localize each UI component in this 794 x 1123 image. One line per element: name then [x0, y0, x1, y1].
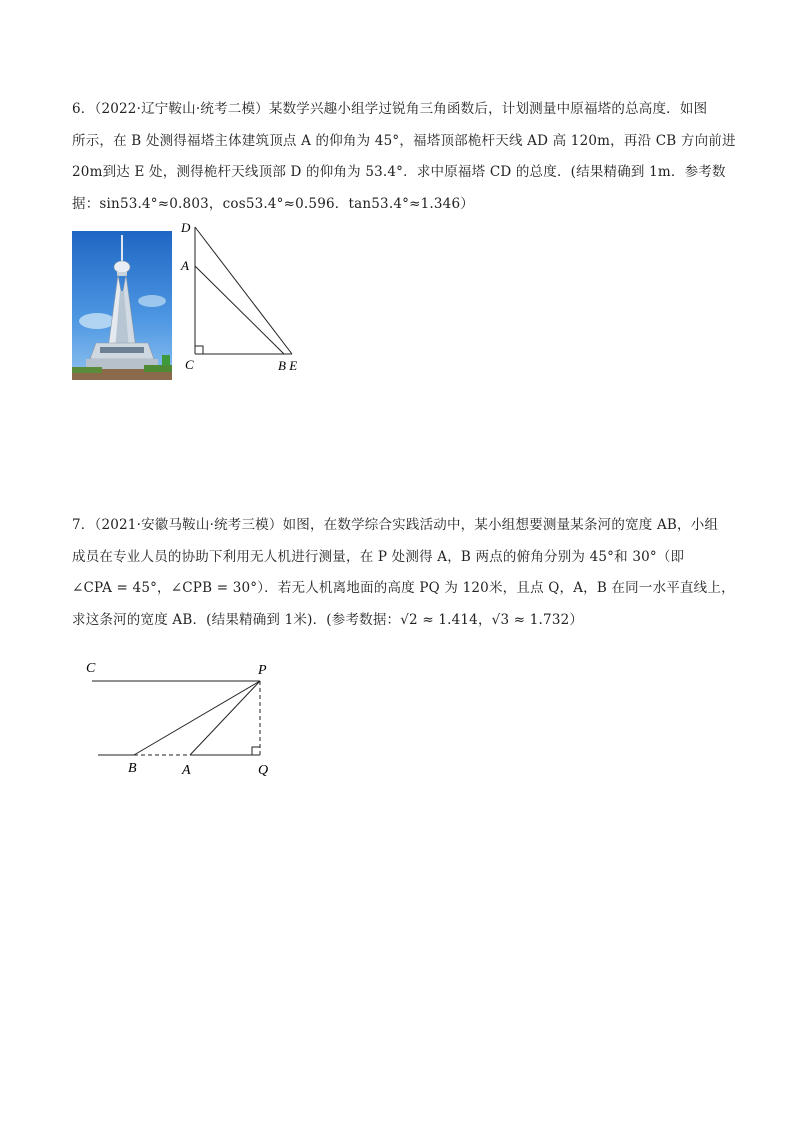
problem-6-diagram	[176, 218, 306, 378]
segment-pb	[134, 681, 260, 755]
right-angle-mark	[195, 346, 203, 354]
problem-6-line-2: 所示，在 B 处测得福塔主体建筑顶点 A 的仰角为 45°，福塔顶部桅杆天线 AD 高 120m，再沿 CB 方向前进	[72, 132, 736, 149]
label-d: D	[181, 220, 191, 235]
segment-ab	[195, 266, 284, 354]
label-c: C	[185, 357, 194, 372]
problem-7-line-2: 成员在专业人员的协助下利用无人机进行测量，在 P 处测得 A，B 两点的俯角分别为 45°和 30°（即	[72, 548, 685, 565]
problem-6-line-4: 据：sin53.4°≈0.803，cos53.4°≈0.596．tan53.4°≈1.346）	[72, 195, 474, 212]
label-a: A	[181, 258, 189, 273]
label-a: A	[182, 763, 191, 778]
problem-7-diagram	[80, 655, 290, 780]
tower-photo	[72, 231, 172, 380]
label-q: Q	[258, 763, 269, 778]
label-c: C	[86, 661, 96, 676]
problem-6	[72, 94, 736, 220]
problem-7	[72, 510, 735, 636]
problem-6-line-1: 6．（2022·辽宁鞍山·统考二模）某数学兴趣小组学过锐角三角函数后，计划测量中原福塔的总高度．如图	[72, 101, 708, 117]
problem-7-line-3: ∠CPA = 45°，∠CPB = 30°）．若无人机离地面的高度 PQ 为 120米，且点 Q，A，B 在同一水平直线上，	[72, 580, 735, 596]
problem-6-line-3: 20m到达 E 处，测得桅杆天线顶部 D 的仰角为 53.4°．求中原福塔 CD 的总度．(结果精确到 1m．参考数	[72, 164, 726, 180]
label-be: B E	[278, 358, 298, 373]
problem-7-line-1: 7．（2021·安徽马鞍山·统考三模）如图，在数学综合实践活动中，某小组想要测量某条河的宽度 AB，小组	[72, 517, 719, 533]
label-b: B	[128, 761, 137, 776]
label-p: P	[258, 663, 267, 678]
segment-de	[195, 227, 292, 354]
right-angle-mark	[252, 747, 260, 755]
segment-pa	[190, 681, 260, 755]
problem-7-line-4: 求这条河的宽度 AB．(结果精确到 1米)．(参考数据：√2 ≈ 1.414，√3 ≈ 1.732）	[72, 611, 584, 628]
